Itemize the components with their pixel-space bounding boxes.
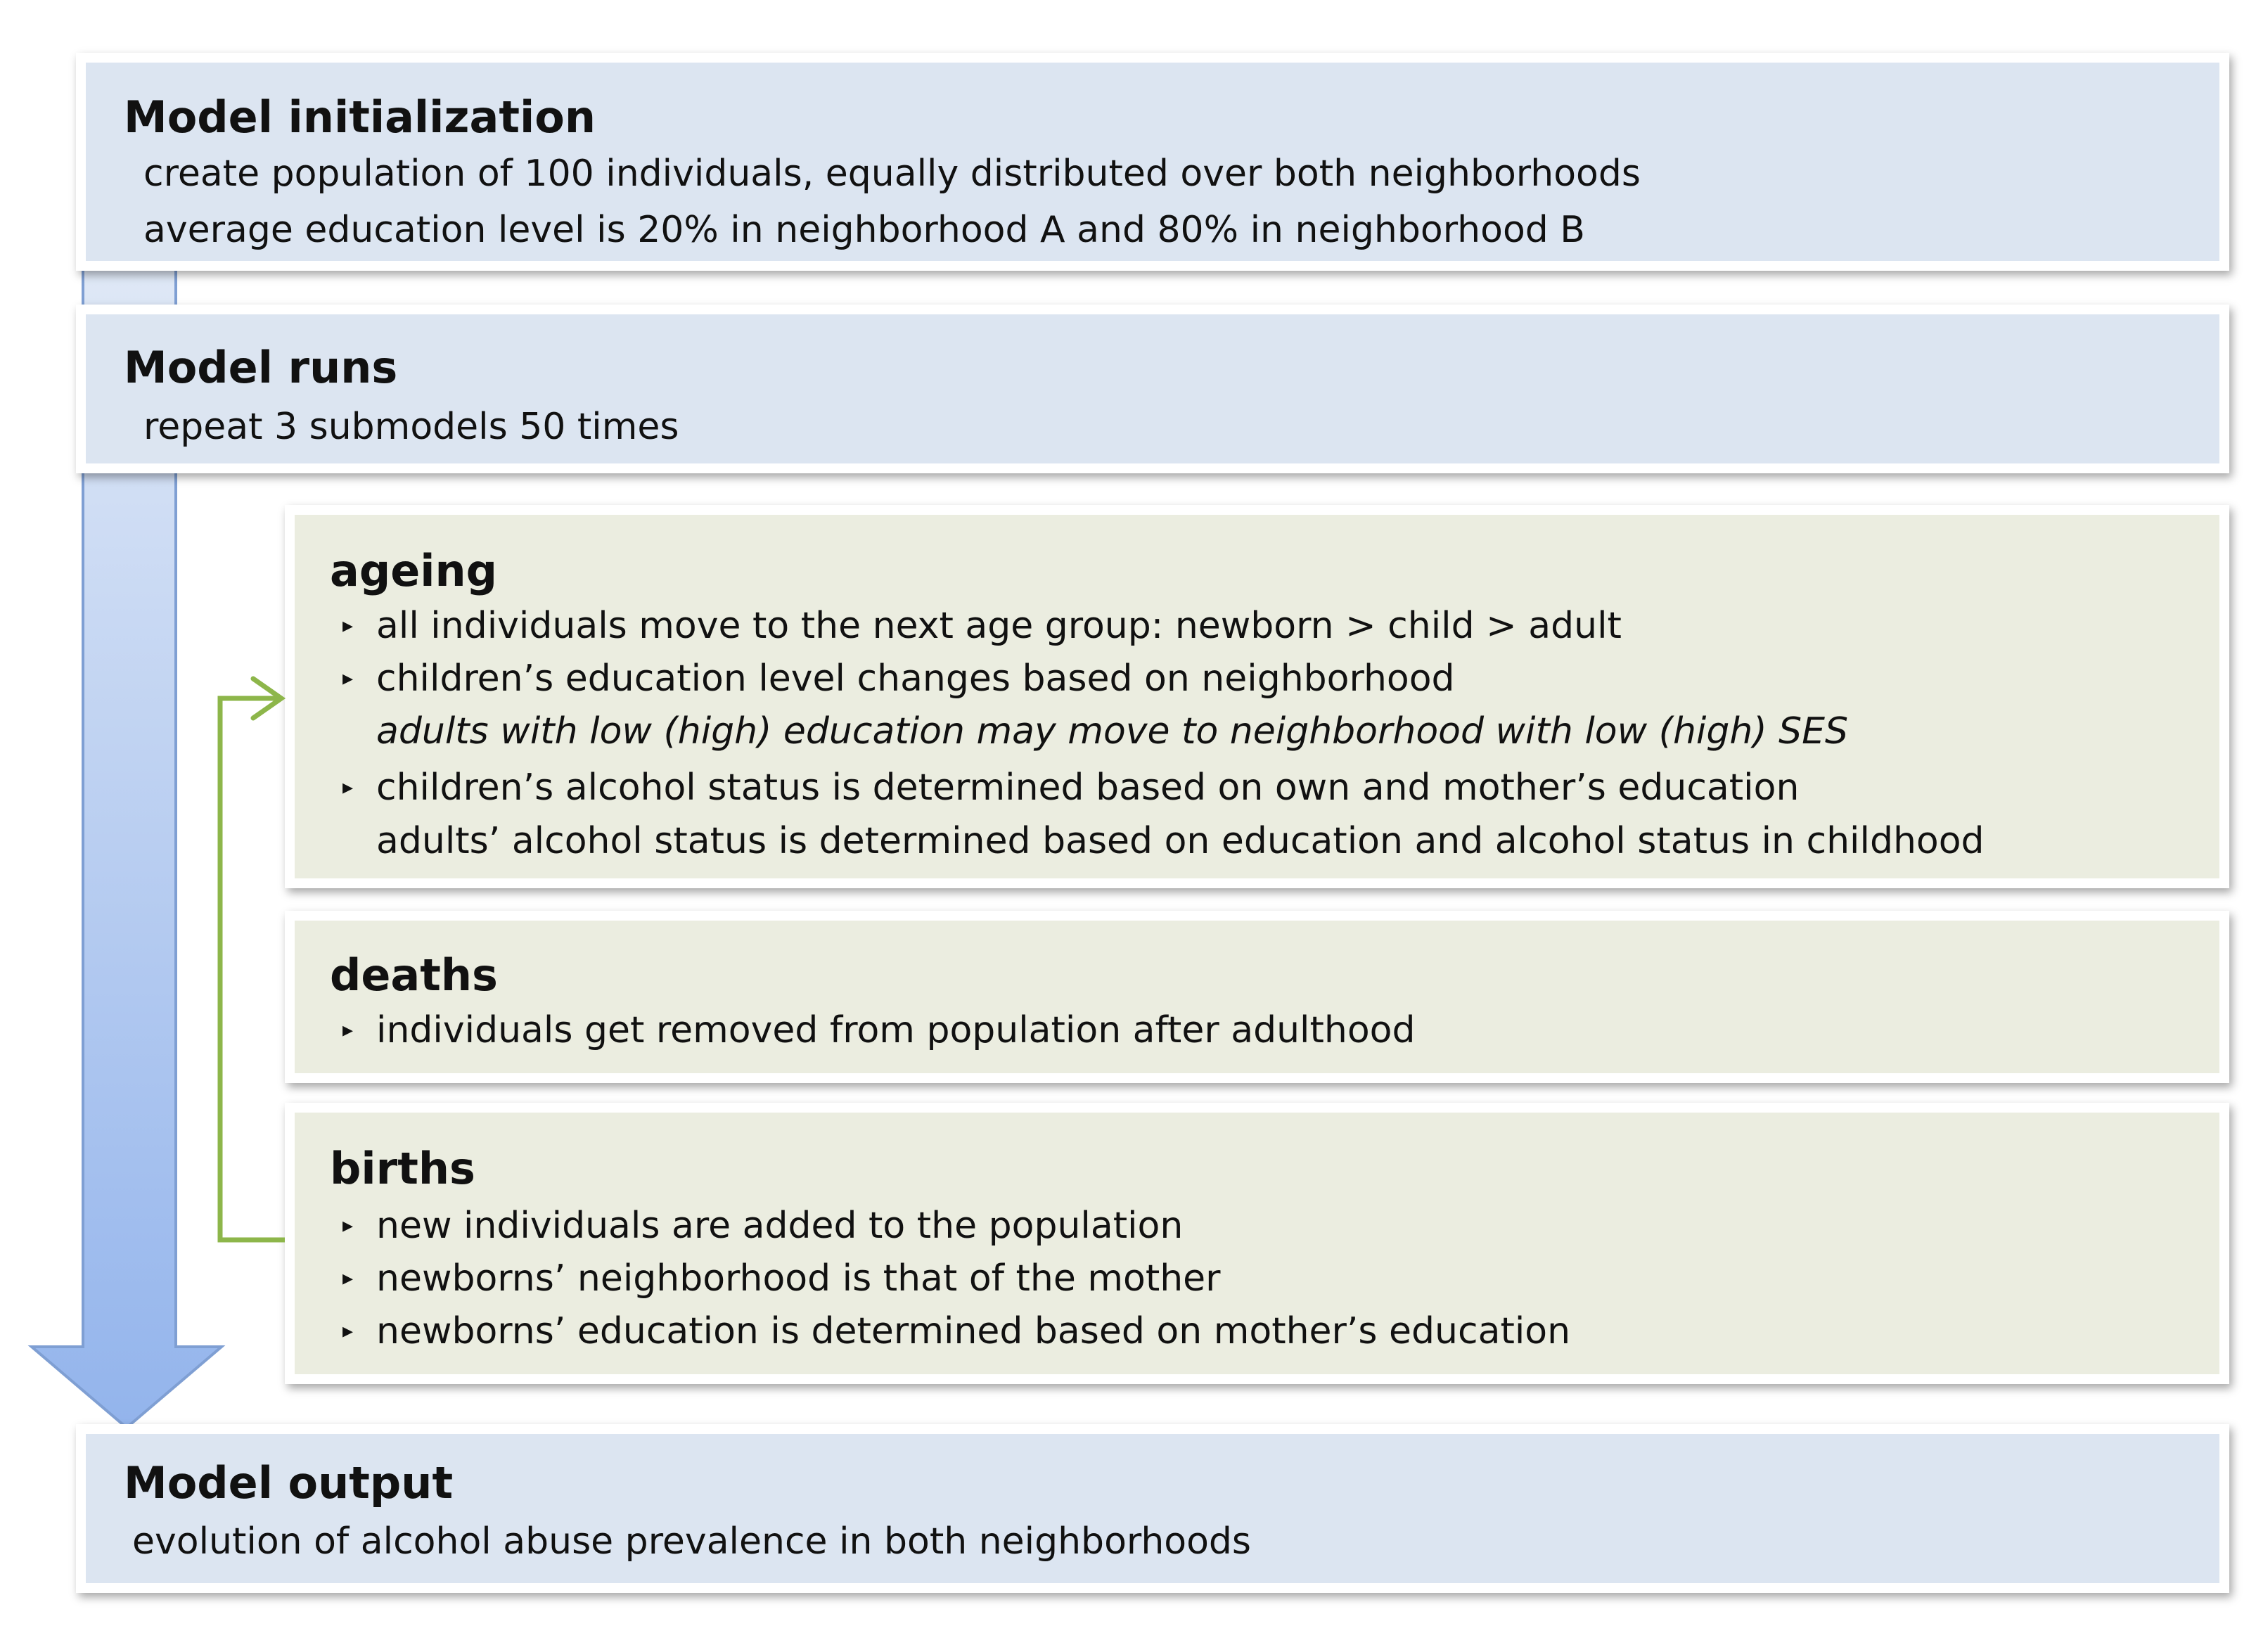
init-line-2: average education level is 20% in neighborhood A and 80% in neighborhood B (143, 209, 1585, 251)
output-line-1: evolution of alcohol abuse prevalence in both neighborhoods (132, 1520, 1252, 1563)
bullet-icon: ▸ (342, 1319, 354, 1343)
ageing-line-2: children’s education level changes based on neighborhood (376, 658, 1455, 700)
births-line-2: newborns’ neighborhood is that of the mother (376, 1257, 1221, 1300)
ageing-line-5: adults’ alcohol status is determined based on education and alcohol status in childhood (376, 820, 1985, 862)
init-line-1: create population of 100 individuals, equally distributed over both neighborhoods (143, 153, 1641, 195)
bullet-icon: ▸ (342, 613, 354, 638)
loop-arrow (220, 698, 285, 1240)
bullet-icon: ▸ (342, 666, 354, 691)
model-initialization-title: Model initialization (124, 91, 596, 143)
model-output-title: Model output (124, 1457, 454, 1509)
bullet-icon: ▸ (342, 1266, 354, 1291)
runs-line-1: repeat 3 submodels 50 times (143, 406, 679, 448)
ageing-line-3: adults with low (high) education may move to neighborhood with low (high) SES (376, 710, 1848, 753)
bullet-icon: ▸ (342, 1018, 354, 1042)
bullet-icon: ▸ (342, 1213, 354, 1238)
model-runs-title: Model runs (124, 342, 398, 393)
deaths-line-1: individuals get removed from population after adulthood (376, 1009, 1416, 1051)
births-title: births (330, 1143, 475, 1194)
ageing-title: ageing (330, 545, 498, 596)
births-line-3: newborns’ education is determined based on mother’s education (376, 1310, 1571, 1352)
births-line-1: new individuals are added to the population (376, 1205, 1184, 1247)
bullet-icon: ▸ (342, 775, 354, 800)
deaths-title: deaths (330, 949, 498, 1001)
ageing-line-4: children’s alcohol status is determined based on own and mother’s education (376, 767, 1800, 809)
ageing-line-1: all individuals move to the next age group: newborn > child > adult (376, 605, 1622, 647)
